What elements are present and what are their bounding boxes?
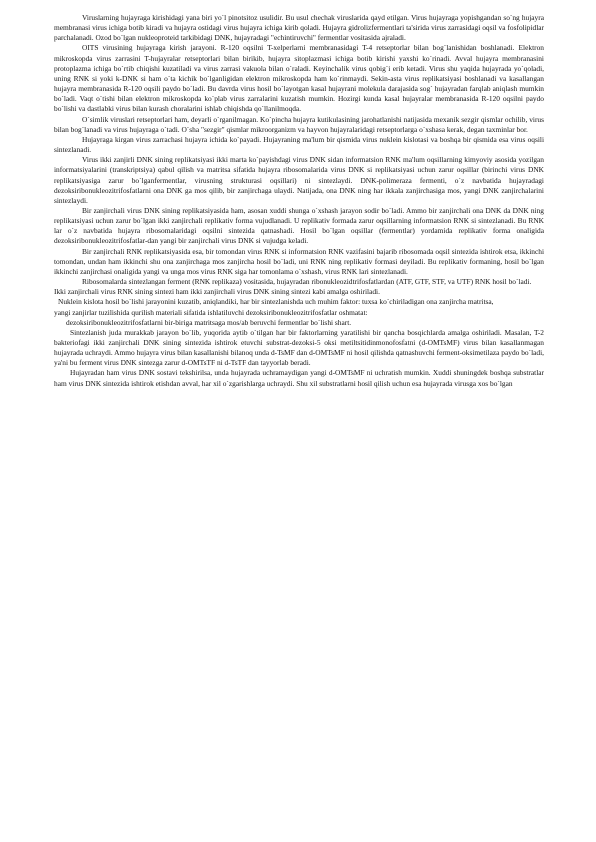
paragraph-t2-bacteriophage: Sintezlanish juda murakkab jarayon bo`lib, yuqorida aytib o`tilgan har bir faktorlarning yaratilishi bir qancha bosqichlarda amalga oshiriladi. Masalan, T-2 bakteriofagi ikki zanjirchali DNK sining sintezida ishtirok etuvchi substrat-dezoksi-5 oksi metiltsitidinmonofosfatni (d-OMTsMF) virus bilan kasallanmagan hujayrada uchraydi. Ammo hujayra virus bilan kasallanishi bilanoq unda d-TsMF dan d-OMTsMF ni hosil qilishda qatnashuvchi ferment-oksimetilaza paydo bo`ladi, ya'ni bu ferment virus DNK sintezga zarur d-OMTsTF ni d-TsTF dan tayyorlab beradi. — [54, 327, 544, 368]
paragraph-building-material: yangi zanjirlar tuzilishida qurilish materiali sifatida ishlatiluvchi dezoksiribonukleozitrifosfatlar oshmatat: — [54, 307, 368, 317]
paragraph-hiv-entry: OITS virusining hujayraga kirish jarayoni. R-120 oqsilni T-xelperlarni membranasidagi T-4 retseptorlar bilan bog`lanishidan boshlanadi. Elektron mikroskopda virus zarrasini T-hujayralar retseptorlari bilan birikib, hujayra sitoplazmasi ichiga botib kirishi yaxshi ko`rinadi. Avval hujayra membranasini protoplazma ichiga bo`rtib chiqishi kuzatiladi va virus zarrasi vakuola bilan o`raladi. Keyinchalik virus qobig`i erib ketadi. Virus shu yaqida hujayrada yo`qoladi, uning RNK si yoki k-DNK si ham o`ta kichik bo`lganligidan elektron mikroskopda ham ko`rinmaydi. Sekin-asta virus replikatsiyasi boshlanadi va kasallangan hujayra membranasida R-120 oqsili paydo bo`ladi. Bu davrda virus hosil bo`layotgan kasal hujayrani molekula darajasida sog` hujayradan farqlab aniqlash mumkin bo`ladi. Vaqt o`tishi bilan elektron mikroskopda ko`plab virus zarralarini kuzatish mumkin. Hozirgi kunda kasal hujayralar membranasida R-120 oqsilni paydo bo`lishi va dastlabki virus bilan kurash choralarini ishlab chiqishda qo`llanilmoqda. — [54, 43, 544, 114]
paragraph-rna-replicase: Ribosomalarda sintezlangan ferment (RNK replikaza) vositasida, hujayradan ribonukleozidtrifosfatlardan (ATF, GTF, STF, va UTF) RNK hosil bo`ladi. — [82, 277, 532, 287]
paragraph-enzymes: dezoksiribonukleozitrifosfatlarni bir-biriga matritsaga mos/ab beruvchi fermentlar bo`lishi shart. — [66, 317, 352, 327]
paragraph-synthesis-factors: Nuklein kislota hosil bo`lishi jarayonini kuzatib, aniqlandiki, har bir sintezlanishda uch muhim faktor: tuxsa ko`chiriladigan ona zanjircha matritsa, — [58, 297, 494, 307]
document-page — [54, 13, 544, 389]
paragraph-reproduction: Hujayraga kirgan virus zarrachasi hujayra ichida ko`payadi. Hujayraning ma'lum bir qismida virus nuklein kislotasi va boshqa bir qismida esa virus oqsili sintezlanadi. — [54, 134, 544, 155]
paragraph-ssrna-replication: Bir zanjirchali RNK replikatsiyasida esa, bir tomondan virus RNK si informatsion RNK vazifasini bajarib ribosomada oqsil sintezida ishtirok etsa, ikkinchi tomondan, undan ham ikkinchi shu ona zanjirchaga mos zanjircha hosil bo`ladi, uni RNK ning replikativ formasi deyiladi. Bu replikativ formaning, hosil bo`lgan ikkinchi zanjirchasi onaligida yangi va unga mos virus RNK siga har tomonlama o`xshash, virus RNK lari sintezlanadi. — [54, 246, 544, 276]
paragraph-substrates: Hujayradan ham virus DNK sostavi tekshirilsa, unda hujayrada uchramaydigan yangi d-OMTsMF ni uchratish mumkin. Xuddi shuningdek boshqa substratlar ham virus DNK sintezida ishtirok etishdan avval, har xil o`zgarishlarga uchraydi. Shu xil substratlarni hosil qilish uchun esa hujayrada virusga xos bo`lgan — [54, 368, 544, 388]
paragraph-dsdna-replication: Virus ikki zanjirli DNK sining replikatsiyasi ikki marta ko`payishdagi virus DNK sidan informatsion RNK ma'lum oqsillarning kimyoviy asosida yozilgan informatsiyalarini (transkriptsiya) qabul qilish va matritsa sifatida hujayra ribosomalarida virus DNK si replikatsiyasi uchun zarur oqsillar (birinchi virus DNK replikatsiyasiga zarur bo`lganfermentlar, virusning strukturasi oqsillari) ni sintezlaydi. DNK-polimeraza fermenti, o`z navbatida hujayradagi dezoksiribonukleozitrifosfatlarni ona DNK ga mos qilib, bir zanjirchaga ulaydi. Natijada, ona DNK ning har ikkala zanjirchasiga mos, yangi DNK zanjirchalarini sintezlaydi. — [54, 155, 544, 205]
paragraph-plant-viruses: O`simlik viruslari retseptorlari ham, deyarli o`rganilmagan. Ko`pincha hujayra kutikulasining jarohatlanishi natijasida mexanik sezgir qismlar ochilib, virus bilan bog`lanadi va virus hujayraga o`tadi. O`sha "sezgir" qismlar mikroorganizm va hayvon hujayralaridagi retseptorlarga o`xshasa kerak, degan taxminlar bor. — [54, 114, 544, 134]
paragraph-ssdna-replication: Bir zanjirchali virus DNK sining replikatsiyasida ham, asosan xuddi shunga o`xshash jarayon sodir bo`ladi. Ammo bir zanjirchali ona DNK da DNK ning replikatsiyasi uchun zarur bo`lgan ikki zanjirchali replikativ forma vujudlanadi. U replikativ formada zarur oqsillarning informatsion RNK si sintezlanadi. Bu RNK lar o`z navbatida hujayra ribosomalaridagi oqsilni sintezida qatnashadi. Hosil bo`lgan oqsillar (fermentlar) yordamida replikativ forma onaligida dezoksiribonukleozitrifosfatlar-dan yangi bir zanjirchali virus DNK si vujudga keladi. — [54, 205, 544, 246]
paragraph-dsrna-synthesis: Ikki zanjirchali virus RNK sining sintezi ham ikki zanjirchali virus DNK sining sintezi kabi amalga oshiriladi. — [54, 287, 380, 297]
paragraph-pinocytosis: Viruslarning hujayraga kirishidagi yana biri yo`l pinotsitoz usulidir. Bu usul chechak viruslarida qayd etilgan. Virus hujayraga yopishgandan so`ng hujayra membranasi virus ichiga botib kiradi va hujayra ostidagi virus hujayra ichiga kirib qoladi. Hujayra gidrolizfermentlari ta'sirida virus zarrasidagi oqsil va fosfolipidlar parchalanadi. Ozod bo`lgan nukleoproteid tarkibidagi DNK, hujayradagi "echintiruvchi" fermentlar vositasida ajraladi. — [54, 13, 544, 43]
